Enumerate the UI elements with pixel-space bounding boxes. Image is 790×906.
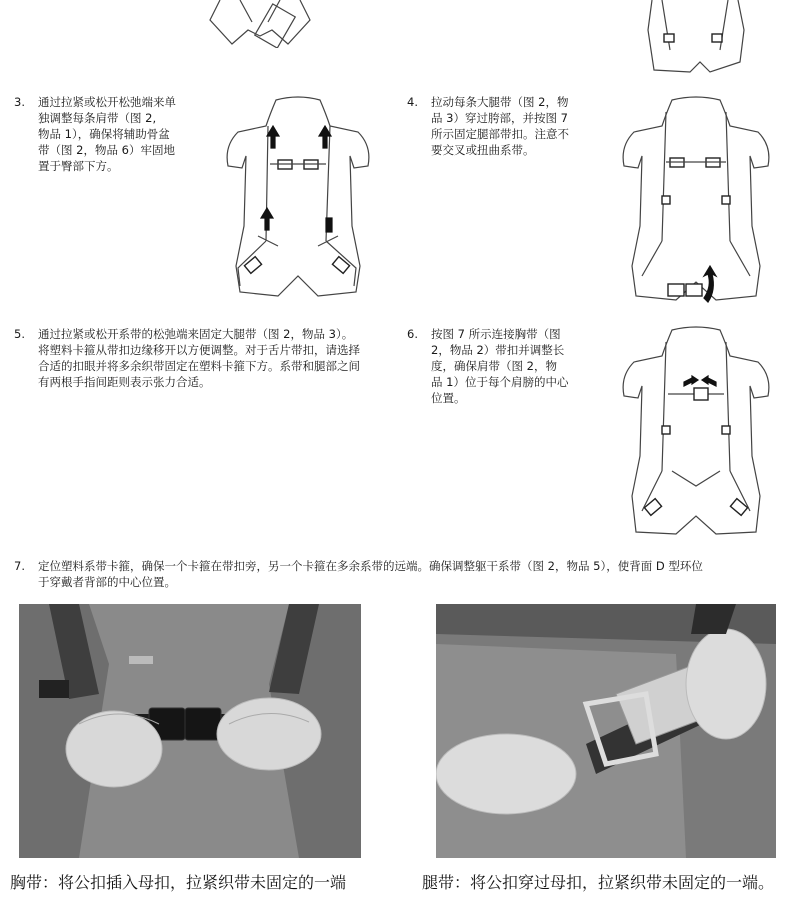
step-text: 通过拉紧或松开系带的松弛端来固定大腿带（图 2，物品 3）。 将塑料卡箍从带扣边缘移开以方便调整。对于舌片带扣，请选择 合适的扣眼并将多余织带固定在塑料卡箍下方。系带和腿部之间 有两根手指间距则表示张力合适。: [38, 327, 360, 389]
chest-strap-photo: [19, 604, 361, 858]
step-number: 4.: [407, 95, 418, 109]
leg-strap-caption: 腿带：将公扣穿过母扣，拉紧织带未固定的一端。: [422, 873, 775, 892]
step-text: 定位塑料系带卡箍，确保一个卡箍在带扣旁，另一个卡箍在多余系带的远端。确保调整躯干系带（图 2，物品 5），使背面 D 型环位 于穿戴者背部的中心位置。: [38, 559, 703, 589]
chest-strap-caption: 胸带：将公扣插入母扣，拉紧织带未固定的一端: [10, 873, 347, 892]
leg-strap-photo: [436, 604, 776, 858]
step-text: 按图 7 所示连接胸带（图 2，物品 2）带扣并调整长 度，确保肩带（图 2，物 品 1）位于每个肩膀的中心 位置。: [431, 327, 569, 405]
step-7: [14, 558, 784, 594]
step-4: [407, 94, 607, 174]
step-number: 7.: [14, 559, 25, 573]
step-number: 5.: [14, 327, 25, 341]
step-6: [407, 326, 607, 416]
top-right-figure-partial: [640, 0, 750, 80]
step-5: [14, 326, 394, 396]
harness-figure-step-4: [612, 96, 780, 310]
top-left-figure-partial: [200, 0, 320, 48]
step-3: [14, 94, 224, 184]
step-number: 3.: [14, 95, 25, 109]
step-text: 拉动每条大腿带（图 2，物 品 3）穿过胯部，并按图 7 所示固定腿部带扣。注意不 要交叉或扭曲系带。: [431, 95, 569, 157]
step-number: 6.: [407, 327, 418, 341]
harness-figure-step-6: [612, 326, 780, 538]
harness-figure-step-3: [218, 96, 378, 301]
step-text: 通过拉紧或松开松弛端来单 独调整每条肩带（图 2, 物品 1），确保将辅助骨盆 带（图 2，物品 6）牢固地 置于臀部下方。: [38, 95, 176, 173]
